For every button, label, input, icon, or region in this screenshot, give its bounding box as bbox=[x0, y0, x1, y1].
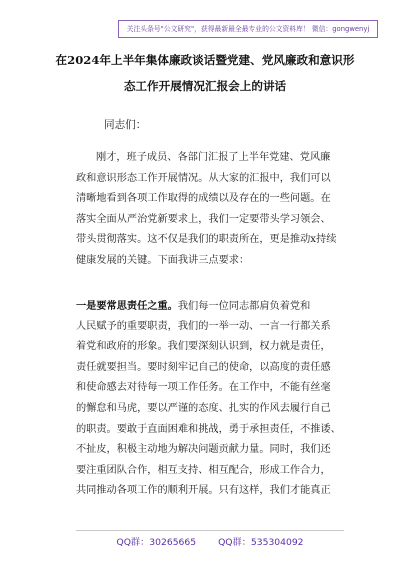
footer-divider bbox=[76, 530, 344, 531]
document-title-line-2: 态工作开展情况汇报会上的讲话 bbox=[123, 79, 287, 93]
paragraph-line: 的职责。要敢于直面困难和挑战，勇于承担责任，不推诿、 bbox=[76, 423, 341, 435]
paragraph-line: 不扯皮，积极主动地为解决问题贡献力量。同时，我们还 bbox=[76, 444, 331, 456]
header-banner: 关注头条号"公文研究"，获得最新最全最专业的公文资料库！ 微信：gongwenyj bbox=[118, 20, 378, 38]
paragraph-line: 着党和政府的形象。我们要深刻认识到，权力就是责任， bbox=[76, 341, 331, 353]
paragraph-line: 人民赋予的重要职责，我们的一举一动、一言一行都关系 bbox=[76, 320, 331, 332]
paragraph-2 bbox=[76, 296, 344, 502]
footer-qq-group-2: QQ群：535304092 bbox=[218, 537, 304, 548]
salutation: 同志们： bbox=[104, 119, 147, 131]
paragraph-line: 政和意识形态工作开展情况。从大家的汇报中，我们可以 bbox=[76, 172, 331, 184]
paragraph-line: 刚才，班子成员、各部门汇报了上半年党建、党风廉 bbox=[96, 152, 331, 163]
paragraph-line bbox=[76, 296, 344, 317]
paragraph-line: 落实全面从严治党新要求上，我们一定要带头学习领会、 bbox=[76, 213, 331, 225]
paragraph-line: 的懈怠和马虎，要以严谨的态度、扎实的作风去履行自己 bbox=[76, 402, 331, 414]
paragraph-text: 我们每一位同志都肩负着党和 bbox=[177, 301, 311, 312]
paragraph-line: 要注重团队合作，相互支持、相互配合，形成工作合力， bbox=[76, 464, 331, 476]
paragraph-line: 责任就要担当。要时刻牢记自己的使命，以高度的责任感 bbox=[76, 361, 331, 373]
document-title-line-1: 在2024年上半年集体廉政谈话暨党建、党风廉政和意识形 bbox=[55, 53, 355, 67]
paragraph-line: 带头贯彻落实。这不仅是我们的职责所在，更是推动x持续 bbox=[76, 234, 337, 246]
paragraph-line: 健康发展的关键。下面我讲三点要求： bbox=[76, 254, 250, 266]
paragraph-1 bbox=[76, 148, 344, 272]
footer-qq-group-1: QQ群：30265665 bbox=[116, 537, 197, 548]
paragraph-line: 清晰地看到各项工作取得的成绩以及存在的一些问题。在 bbox=[76, 193, 331, 205]
paragraph-line: 共同推动各项工作的顺利开展。只有这样，我们才能真正 bbox=[76, 485, 331, 497]
footer bbox=[76, 534, 344, 548]
section-heading: 一是要常思责任之重。 bbox=[76, 300, 178, 312]
paragraph-line: 和使命感去对待每一项工作任务。在工作中，不能有丝毫 bbox=[76, 382, 331, 394]
